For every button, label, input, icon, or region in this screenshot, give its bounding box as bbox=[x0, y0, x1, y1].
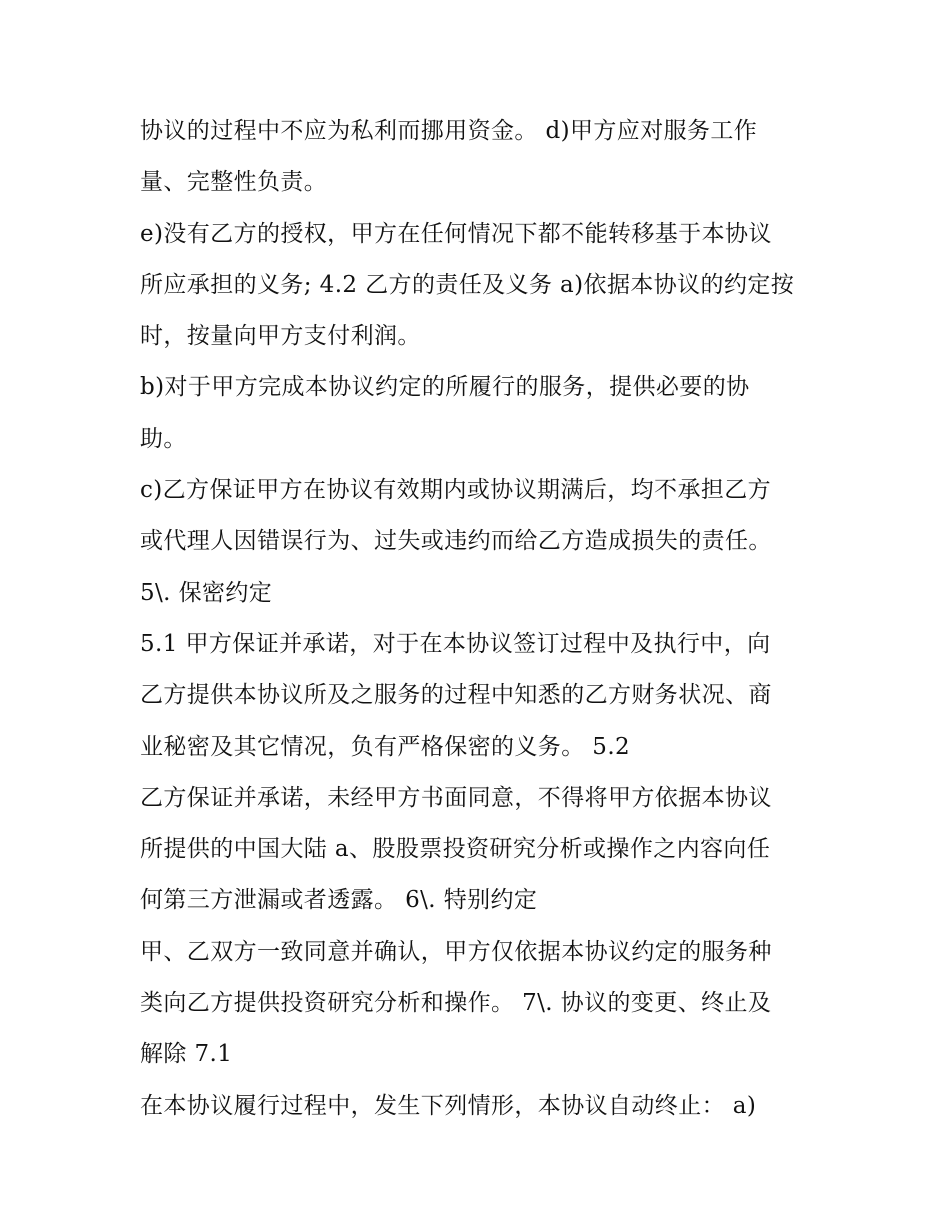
text-line: 所应承担的义务; 4.2 乙方的责任及义务 a)依据本协议的约定按 bbox=[140, 271, 795, 298]
document-body bbox=[140, 106, 820, 1132]
text-line: b)对于甲方完成本协议约定的所履行的服务，提供必要的协 bbox=[140, 374, 750, 401]
text-line: 量、完整性负责。 bbox=[140, 169, 328, 196]
text-line: 甲、乙双方一致同意并确认，甲方仅依据本协议约定的服务种 bbox=[140, 938, 772, 965]
text-line: 解除 7.1 bbox=[140, 1041, 233, 1068]
text-line: 5.1 甲方保证并承诺，对于在本协议签订过程中及执行中，向 bbox=[140, 630, 771, 657]
text-line: 或代理人因错误行为、过失或违约而给乙方造成损失的责任。 bbox=[140, 528, 772, 555]
text-line: 乙方保证并承诺，未经甲方书面同意，不得将甲方依据本协议 bbox=[140, 784, 772, 811]
text-line: 乙方提供本协议所及之服务的过程中知悉的乙方财务状况、商 bbox=[140, 682, 772, 709]
text-line: 何第三方泄漏或者透露。 6\. 特别约定 bbox=[140, 887, 538, 914]
text-line: c)乙方保证甲方在协议有效期内或协议期满后，均不承担乙方 bbox=[140, 477, 772, 504]
text-line: 业秘密及其它情况，负有严格保密的义务。 5.2 bbox=[140, 733, 631, 760]
text-line: 协议的过程中不应为私利而挪用资金。 d)甲方应对服务工作 bbox=[140, 118, 758, 144]
text-line: 所提供的中国大陆 a、股股票投资研究分析或操作之内容向任 bbox=[140, 836, 771, 863]
text-line: 助。 bbox=[140, 425, 187, 452]
text-line: 类向乙方提供投资研究分析和操作。 7\. 协议的变更、终止及 bbox=[140, 990, 772, 1017]
section-heading: 5\. 保密约定 bbox=[140, 579, 273, 606]
text-line: e)没有乙方的授权，甲方在任何情况下都不能转移基于本协议 bbox=[140, 220, 772, 247]
text-line: 时，按量向甲方支付利润。 bbox=[140, 323, 421, 350]
text-line: 在本协议履行过程中，发生下列情形，本协议自动终止： a) bbox=[140, 1092, 757, 1119]
